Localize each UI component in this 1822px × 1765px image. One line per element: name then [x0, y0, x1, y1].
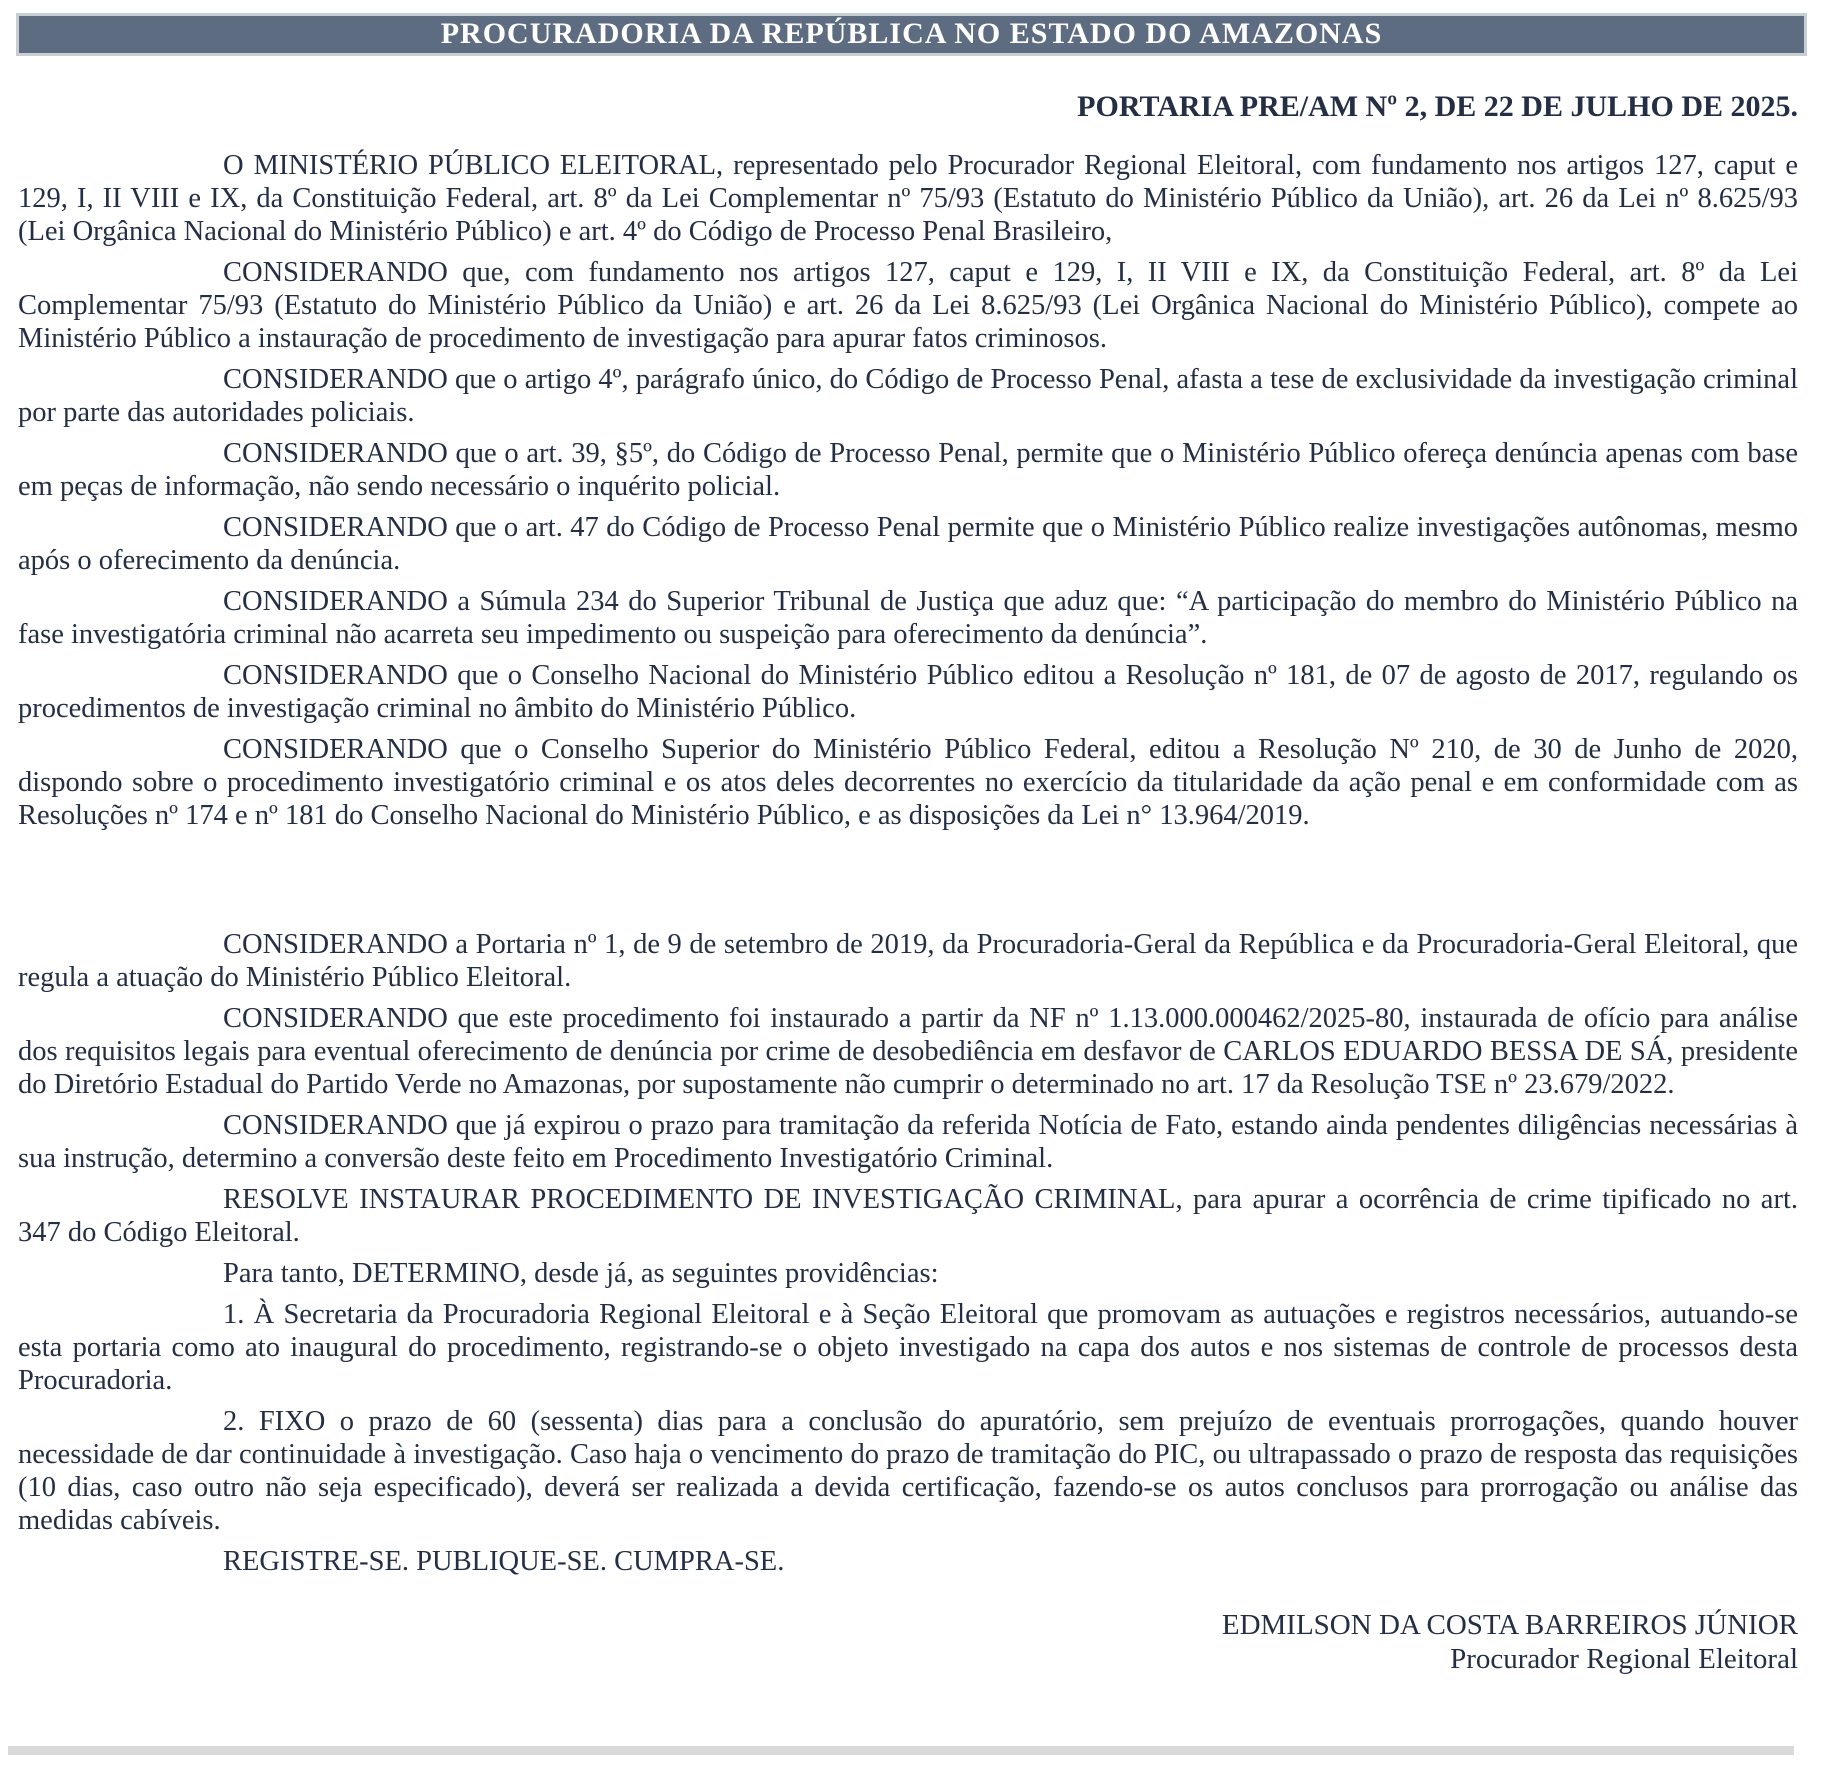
header-bar: [16, 13, 1807, 56]
footer-divider-bar: [8, 1746, 1794, 1755]
paragraph: CONSIDERANDO que o Conselho Superior do Ministério Público Federal, editou a Resolução Nº 210, de 30 de Junho de 2020, dispondo sobre o procedimento investigatório criminal e os atos deles decorrentes no exercício da titularidade da ação penal e em conformidade com as Resoluções nº 174 e nº 181 do Conselho Nacional do Ministério Público, e as disposições da Lei n° 13.964/2019.: [18, 734, 1798, 831]
paragraph: CONSIDERANDO a Súmula 234 do Superior Tribunal de Justiça que aduz que: “A participação do membro do Ministério Público na fase investigatória criminal não acarreta seu impedimento ou suspeição para oferecimento da denúncia”.: [18, 586, 1798, 650]
signature-role: Procurador Regional Eleitoral: [1450, 1643, 1798, 1675]
paragraph: 2. FIXO o prazo de 60 (sessenta) dias para a conclusão do apuratório, sem prejuízo de eventuais prorrogações, quando houver necessidade de dar continuidade à investigação. Caso haja o vencimento do prazo de tramitação do PIC, ou ultrapassado o prazo de resposta das requisições (10 dias, caso outro não seja especificado), deverá ser realizada a devida certificação, fazendo-se os autos conclusos para prorrogação ou análise das medidas cabíveis.: [18, 1406, 1798, 1536]
header-bar-title: PROCURADORIA DA REPÚBLICA NO ESTADO DO AMAZONAS: [440, 17, 1383, 50]
paragraph: RESOLVE INSTAURAR PROCEDIMENTO DE INVESTIGAÇÃO CRIMINAL, para apurar a ocorrência de crime tipificado no art. 347 do Código Eleitoral.: [18, 1184, 1798, 1248]
paragraph: O MINISTÉRIO PÚBLICO ELEITORAL, representado pelo Procurador Regional Eleitoral, com fundamento nos artigos 127, caput e 129, I, II VIII e IX, da Constituição Federal, art. 8º da Lei Complementar nº 75/93 (Estatuto do Ministério Público da União), art. 26 da Lei nº 8.625/93 (Lei Orgânica Nacional do Ministério Público) e art. 4º do Código de Processo Penal Brasileiro,: [18, 150, 1798, 247]
signature-name: EDMILSON DA COSTA BARREIROS JÚNIOR: [1221, 1609, 1798, 1641]
blank-gap: [18, 840, 1798, 928]
paragraph: CONSIDERANDO que o art. 39, §5º, do Código de Processo Penal, permite que o Ministério Público ofereça denúncia apenas com base em peças de informação, não sendo necessário o inquérito policial.: [18, 438, 1798, 502]
paragraph: CONSIDERANDO a Portaria nº 1, de 9 de setembro de 2019, da Procuradoria-Geral da República e da Procuradoria-Geral Eleitoral, que regula a atuação do Ministério Público Eleitoral.: [18, 929, 1798, 993]
document-body: [18, 149, 1798, 1676]
paragraph: Para tanto, DETERMINO, desde já, as seguintes providências:: [223, 1258, 939, 1289]
signature-block: [18, 1608, 1798, 1676]
paragraph: CONSIDERANDO que o art. 47 do Código de Processo Penal permite que o Ministério Público realize investigações autônomas, mesmo após o oferecimento da denúncia.: [18, 512, 1798, 576]
paragraph: CONSIDERANDO que o Conselho Nacional do Ministério Público editou a Resolução nº 181, de 07 de agosto de 2017, regulando os procedimentos de investigação criminal no âmbito do Ministério Público.: [18, 660, 1798, 724]
paragraph: CONSIDERANDO que já expirou o prazo para tramitação da referida Notícia de Fato, estando ainda pendentes diligências necessárias à sua instrução, determino a conversão deste feito em Procedimento Investigatório Criminal.: [18, 1110, 1798, 1174]
closing-line: REGISTRE-SE. PUBLIQUE-SE. CUMPRA-SE.: [223, 1546, 785, 1577]
paragraph: CONSIDERANDO que, com fundamento nos artigos 127, caput e 129, I, II VIII e IX, da Constituição Federal, art. 8º da Lei Complementar 75/93 (Estatuto do Ministério Público da União) e art. 26 da Lei 8.625/93 (Lei Orgânica Nacional do Ministério Público), compete ao Ministério Público a instauração de procedimento de investigação para apurar fatos criminosos.: [18, 257, 1798, 354]
paragraph: 1. À Secretaria da Procuradoria Regional Eleitoral e à Seção Eleitoral que promovam as autuações e registros necessários, autuando-se esta portaria como ato inaugural do procedimento, registrando-se o objeto investigado na capa dos autos e nos sistemas de controle de processos desta Procuradoria.: [18, 1299, 1798, 1396]
document-title: PORTARIA PRE/AM Nº 2, DE 22 DE JULHO DE 2025.: [1077, 90, 1798, 123]
paragraph: CONSIDERANDO que o artigo 4º, parágrafo único, do Código de Processo Penal, afasta a tese de exclusividade da investigação criminal por parte das autoridades policiais.: [18, 364, 1798, 428]
document-page: [0, 13, 1822, 1765]
paragraph: CONSIDERANDO que este procedimento foi instaurado a partir da NF nº 1.13.000.000462/2025-80, instaurada de ofício para análise dos requisitos legais para eventual oferecimento de denúncia por crime de desobediência em desfavor de CARLOS EDUARDO BESSA DE SÁ, presidente do Diretório Estadual do Partido Verde no Amazonas, por supostamente não cumprir o determinado no art. 17 da Resolução TSE nº 23.679/2022.: [18, 1003, 1798, 1100]
